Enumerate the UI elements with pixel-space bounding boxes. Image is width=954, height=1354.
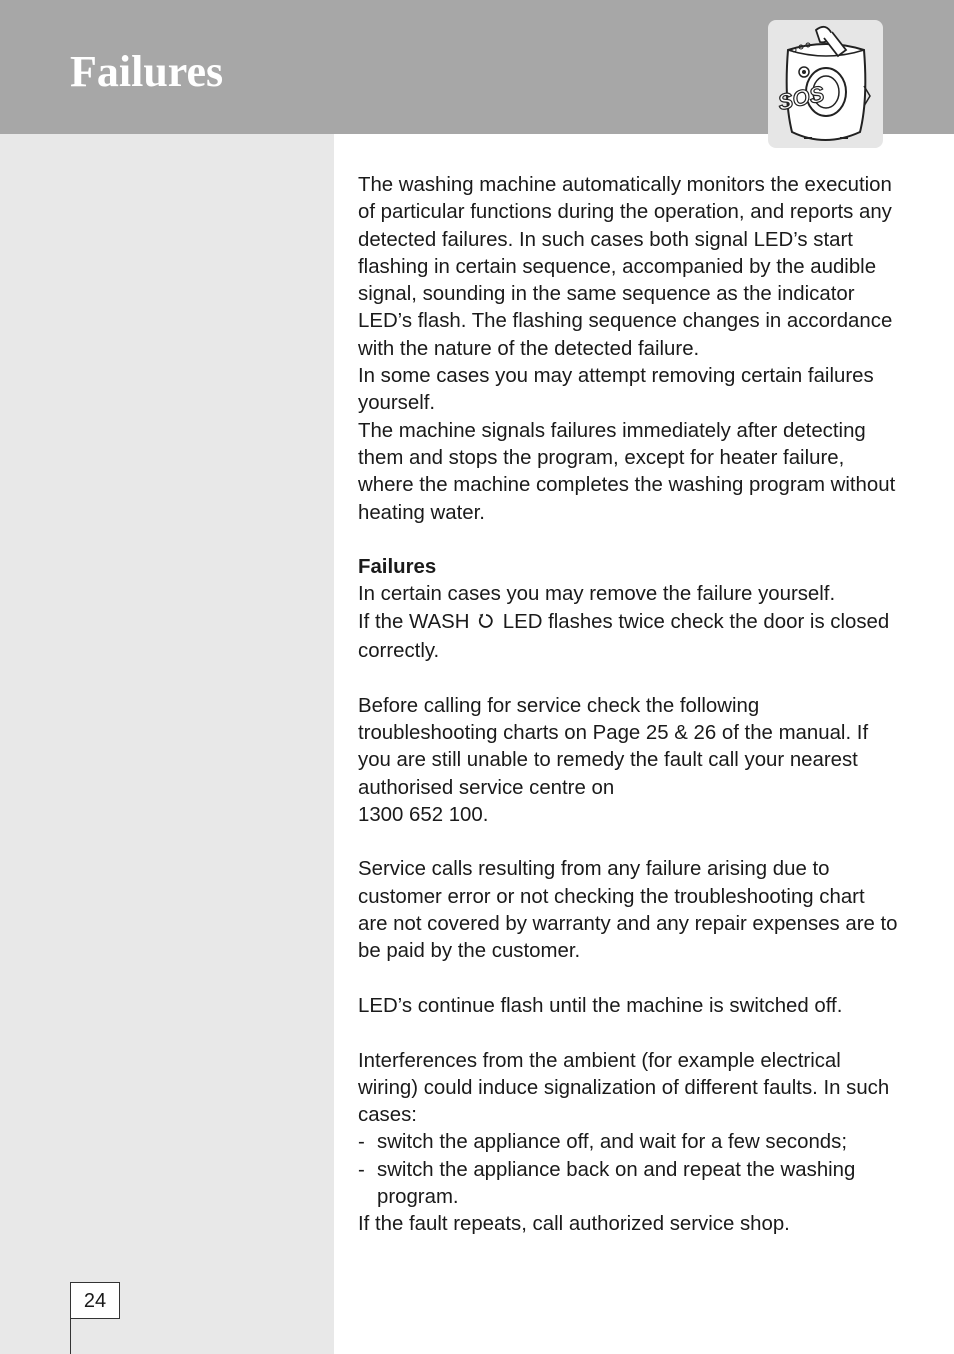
service-paragraph: Before calling for service check the following troubleshooting charts on Page 25 & 26 of the manual. If you are still unable to remedy the fault call your nearest authorised service centre on xyxy=(358,694,869,799)
bullet-marker: - xyxy=(358,1158,365,1181)
intro-paragraph-2: In some cases you may attempt removing certain failures yourself. xyxy=(358,365,874,415)
washing-machine-illustration xyxy=(768,20,883,148)
page-number: 24 xyxy=(70,1282,120,1319)
wash-text-after: LED flashes twice check the door is closed correctly. xyxy=(358,610,890,663)
page-number-rule xyxy=(70,1319,71,1354)
list-item xyxy=(358,1157,898,1212)
failures-wash-paragraph xyxy=(358,609,898,666)
main-content xyxy=(358,172,898,1239)
bullet-marker: - xyxy=(358,1131,365,1154)
failures-line-1: In certain cases you may remove the failure yourself. xyxy=(358,583,836,606)
service-phone: 1300 652 100. xyxy=(358,803,489,826)
closing-paragraph: If the fault repeats, call authorized service shop. xyxy=(358,1213,790,1236)
bullet-text-2: switch the appliance back on and repeat the washing program. xyxy=(377,1158,856,1208)
washing-machine-sos-icon xyxy=(768,20,883,148)
failures-heading: Failures xyxy=(358,556,437,579)
intro-paragraph-1: The washing machine automatically monitors the execution of particular functions during the operation, and reports any detected failures. In such cases both signal LED’s start flashing in certain sequence, accompanied by the audible signal, sounding in the same sequence as the indicator LED’s flash. The flashing sequence changes in accordance with the nature of the detected failure. xyxy=(358,174,893,360)
bullet-text-1: switch the appliance off, and wait for a few seconds; xyxy=(377,1131,848,1154)
left-margin-panel xyxy=(0,134,334,1354)
page-title: Failures xyxy=(70,47,224,96)
sos-text: SOS xyxy=(775,80,827,115)
list-item xyxy=(358,1129,898,1156)
interference-paragraph: Interferences from the ambient (for example electrical wiring) could induce signalization of different faults. In such cases: xyxy=(358,1049,890,1127)
intro-paragraph-3: The machine signals failures immediately after detecting them and stops the program, except for heater failure, where the machine completes the washing program without heating water. xyxy=(358,419,896,524)
wash-text-before: If the WASH xyxy=(358,610,470,633)
wash-cycle-icon xyxy=(477,611,495,638)
warranty-paragraph: Service calls resulting from any failure arising due to customer error or not checking the troubleshooting chart are not covered by warranty and any repair expenses are to be paid by the customer. xyxy=(358,858,898,963)
led-paragraph: LED’s continue flash until the machine is switched off. xyxy=(358,994,843,1017)
